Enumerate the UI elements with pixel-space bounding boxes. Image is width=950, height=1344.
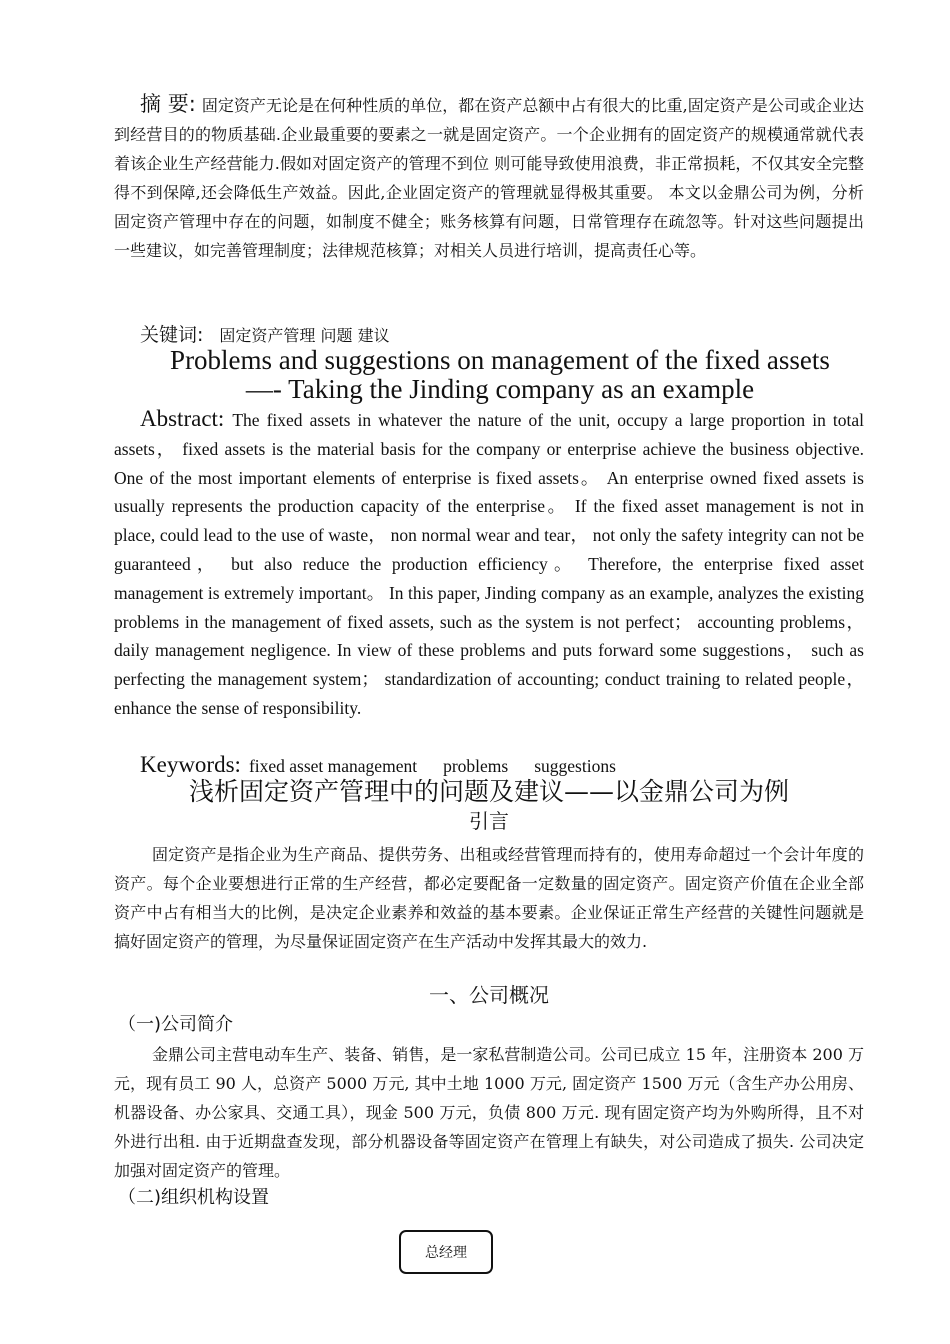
english-keyword-2: problems <box>443 756 509 776</box>
chinese-abstract-label: 摘 要: <box>140 92 196 116</box>
english-abstract-text: The fixed assets in whatever the nature of the unit, occupy a large proportion in total assets， fixed assets is the material basis for the company or enterprise achieve the business objective. One of the most important elements of enterprise is fixed assets。 An enterprise owned fixed assets is usually represents the production capacity of the enterprise。 If the fixed asset management is not in place, could lead to the use of waste， non normal wear and tear， not only the safety integrity can not be guaranteed， but also reduce the production efficiency。 Therefore, the enterprise fixed asset management is extremely important。 In this paper, Jinding company as an example, analyzes the existing problems in the management of fixed assets, such as the system is not perfect； accounting problems， daily management negligence. In view of these problems and puts forward some suggestions， such as perfecting the management system； standardization of accounting; conduct training to related people， enhance the sense of responsibility. <box>114 410 864 718</box>
subsection2-heading: （二)组织机构设置 <box>118 1187 270 1208</box>
org-chart-general-manager-label: 总经理 <box>425 1245 467 1261</box>
intro-paragraph: 固定资产是指企业为生产商品、提供劳务、出租或经营管理而持有的，使用寿命超过一个会计年度的资产。每个企业要想进行正常的生产经营，都必定要配备一定数量的固定资产。固定资产价值在企业全部资产中占有相当大的比例，是决定企业素养和效益的基本要素。企业保证正常生产经营的关键性问题就是搞好固定资产的管理，为尽量保证固定资产在生产活动中发挥其最大的效力. <box>114 845 864 951</box>
english-title-line2: —- Taking the Jinding company as an example <box>245 374 755 404</box>
chinese-abstract <box>114 90 864 265</box>
english-keyword-1: fixed asset management <box>248 756 418 776</box>
english-abstract <box>114 405 864 723</box>
chinese-keywords-label: 关键词: <box>140 324 204 346</box>
english-title <box>114 346 886 404</box>
chinese-keywords-text: 固定资产管理 问题 建议 <box>219 326 390 345</box>
intro-heading: 引言 <box>469 809 509 833</box>
chinese-abstract-text: 固定资产无论是在何种性质的单位，都在资产总额中占有很大的比重,固定资产是公司或企业达到经营目的的物质基础.企业最重要的要素之一就是固定资产。一个企业拥有的固定资产的规模通常就代表着该企业生产经营能力.假如对固定资产的管理不到位 则可能导致使用浪费，非正常损耗，不仅其安全完整得不到保障,还会降低生产效益。因此,企业固定资产的管理就显得极其重要。 本文以金鼎公司为例，分析固定资产管理中存在的问题，如制度不健全；账务核算有问题，日常管理存在疏忽等。针对这些问题提出一些建议，如完善管理制度；法律规范核算；对相关人员进行培训，提高责任心等。 <box>114 96 864 260</box>
chinese-title: 浅析固定资产管理中的问题及建议——以金鼎公司为例 <box>188 777 789 806</box>
section1-heading: 一、公司概况 <box>429 983 549 1007</box>
english-abstract-label: Abstract: <box>140 406 225 431</box>
english-keyword-3: suggestions <box>534 756 616 776</box>
subsection1-heading: （一)公司简介 <box>118 1014 234 1035</box>
company-intro-paragraph: 金鼎公司主营电动车生产、装备、销售，是一家私营制造公司。公司已成立 15 年，注册资本 200 万元，现有员工 90 人，总资产 5000 万元, 其中土地 1000 万元, 固定资产 1500 万元（含生产办公用房、机器设备、办公家具、交通工具），现金 500 万元，负债 800 万元. 现有固定资产均为外购所得，且不对外进行出租. 由于近期盘查发现，部分机器设备等固定资产在管理上有缺失，对公司造成了损失. 公司决定加强对固定资产的管理。 <box>114 1045 864 1180</box>
org-chart-general-manager-box <box>399 1230 493 1274</box>
english-title-line1: Problems and suggestions on management of the fixed assets <box>170 345 830 375</box>
english-keywords-label: Keywords: <box>140 752 241 777</box>
